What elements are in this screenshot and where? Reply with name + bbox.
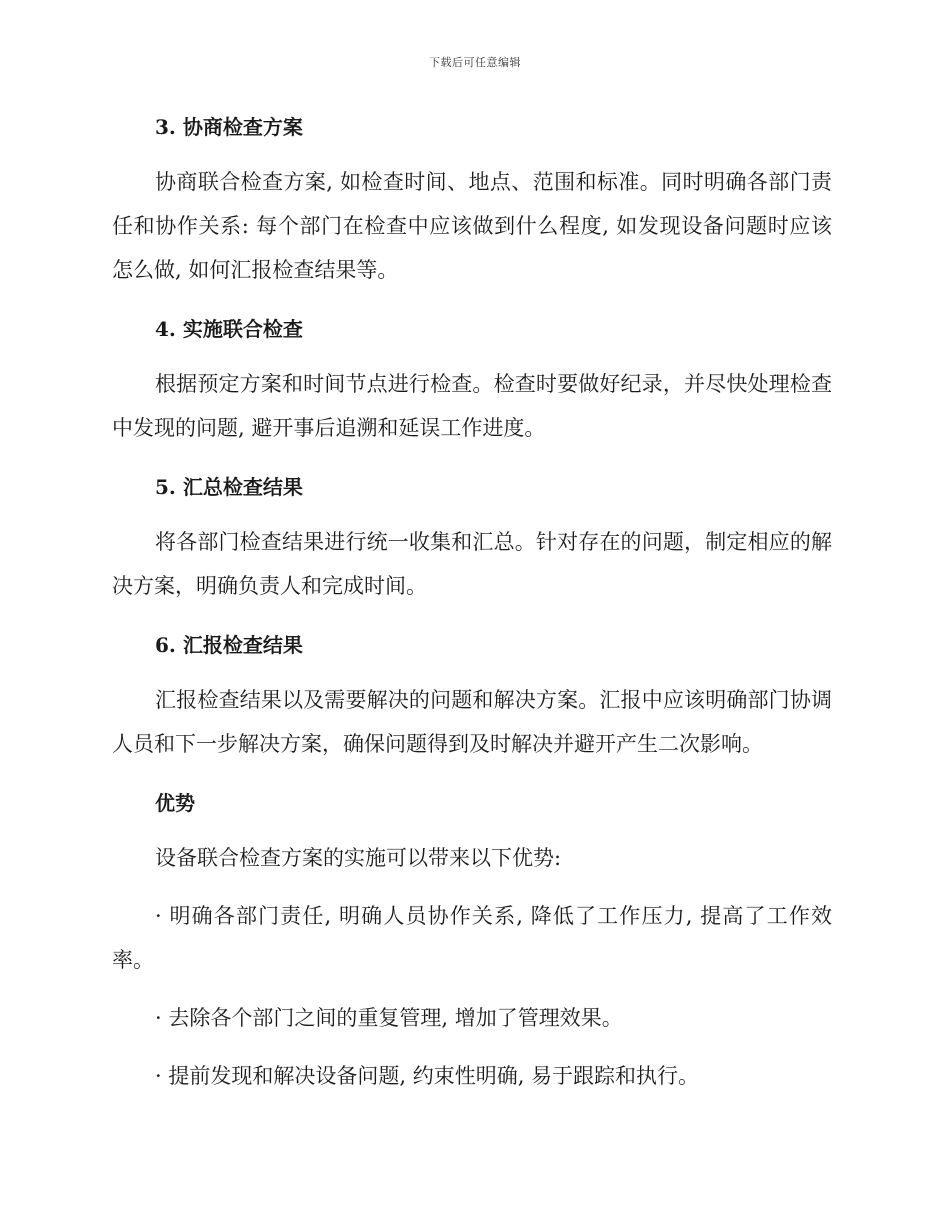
page-header: 下载后可任意编辑 — [429, 56, 521, 69]
advantage-item: · 去除各个部门之间的重复管理, 增加了管理效果。 — [155, 1006, 623, 1030]
section-paragraph: 汇报检查结果以及需要解决的问题和解决方案。汇报中应该明确部门协调人员和下一步解决方案，确保问题得到及时解决并避开产生二次影响。 — [112, 688, 832, 756]
section-paragraph: 将各部门检查结果进行统一收集和汇总。针对存在的问题，制定相应的解决方案，明确负责人和完成时间。 — [112, 530, 832, 598]
advantage-item: · 明确各部门责任, 明确人员协作关系, 降低了工作压力, 提高了工作效率。 — [112, 904, 832, 972]
section-heading: 3. 协商检查方案 — [155, 115, 303, 139]
section-heading: 5. 汇总检查结果 — [155, 475, 303, 499]
section-6 — [112, 628, 832, 766]
section-paragraph: 根据预定方案和时间节点进行检查。检查时要做好纪录，并尽快处理检查中发现的问题, 避开事后追溯和延误工作进度。 — [112, 372, 832, 440]
section-3 — [112, 110, 832, 292]
section-5 — [112, 470, 832, 608]
section-heading: 6. 汇报检查结果 — [155, 633, 303, 657]
section-paragraph: 协商联合检查方案, 如检查时间、地点、范围和标准。同时明确各部门责任和协作关系: 每个部门在检查中应该做到什么程度, 如发现设备问题时应该怎么做, 如何汇报检查结果等。 — [112, 170, 832, 282]
advantages-intro: 设备联合检查方案的实施可以带来以下优势: — [155, 846, 562, 870]
advantage-item: · 提前发现和解决设备问题, 约束性明确, 易于跟踪和执行。 — [155, 1064, 700, 1088]
document-body — [112, 110, 832, 1098]
advantages-heading: 优势 — [155, 791, 195, 815]
section-4 — [112, 312, 832, 450]
advantages-section — [112, 786, 832, 1098]
section-heading: 4. 实施联合检查 — [155, 317, 303, 341]
